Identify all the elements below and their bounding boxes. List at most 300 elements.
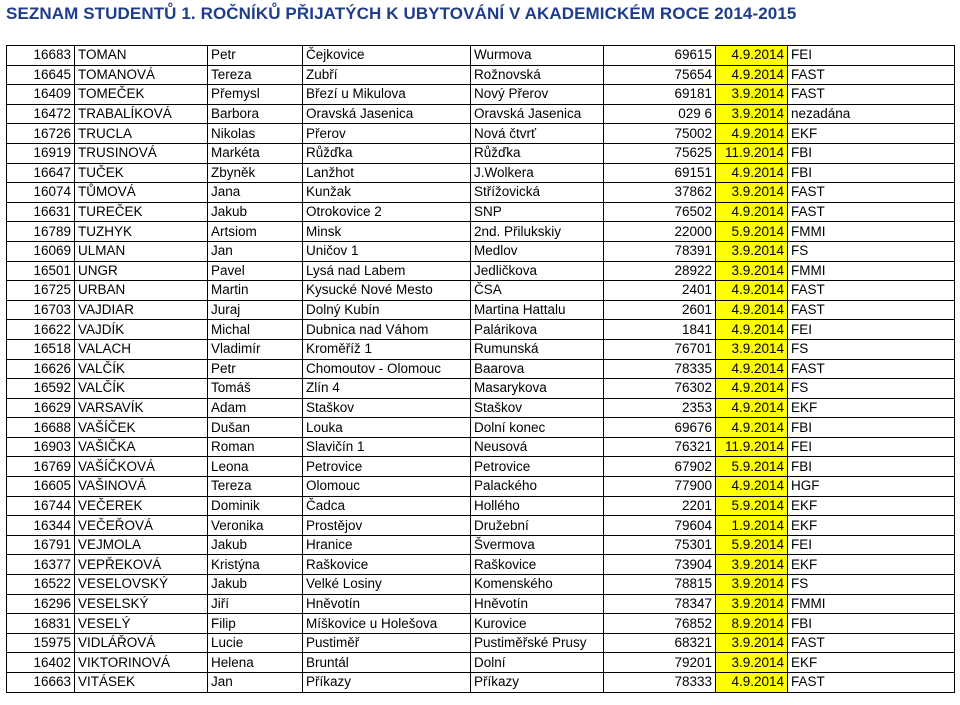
first-name-cell: Vladimír bbox=[208, 339, 303, 359]
first-name-cell: Michal bbox=[208, 320, 303, 340]
street-cell: Martina Hattalu bbox=[471, 300, 604, 320]
postal-code-cell: 28922 bbox=[604, 261, 716, 281]
date-cell: 4.9.2014 bbox=[716, 46, 788, 66]
student-id-cell: 16629 bbox=[7, 398, 75, 418]
street-cell: Růžďka bbox=[471, 143, 604, 163]
table-row bbox=[7, 65, 955, 85]
table-row bbox=[7, 594, 955, 614]
surname-cell: TUZHYK bbox=[75, 222, 208, 242]
date-cell: 4.9.2014 bbox=[716, 300, 788, 320]
street-cell: Pustiměřské Prusy bbox=[471, 633, 604, 653]
postal-code-cell: 77900 bbox=[604, 477, 716, 497]
city-cell: Lanžhot bbox=[303, 163, 471, 183]
table-row bbox=[7, 555, 955, 575]
postal-code-cell: 76302 bbox=[604, 379, 716, 399]
postal-code-cell: 69676 bbox=[604, 418, 716, 438]
surname-cell: TRUSINOVÁ bbox=[75, 143, 208, 163]
postal-code-cell: 76502 bbox=[604, 202, 716, 222]
student-id-cell: 16344 bbox=[7, 516, 75, 536]
first-name-cell: Martin bbox=[208, 281, 303, 301]
city-cell: Přerov bbox=[303, 124, 471, 144]
city-cell: Dubnica nad Váhom bbox=[303, 320, 471, 340]
table-row bbox=[7, 359, 955, 379]
city-cell: Otrokovice 2 bbox=[303, 202, 471, 222]
student-id-cell: 16296 bbox=[7, 594, 75, 614]
table-row bbox=[7, 496, 955, 516]
street-cell: Nová čtvrť bbox=[471, 124, 604, 144]
faculty-cell: FAST bbox=[788, 300, 955, 320]
table-row bbox=[7, 339, 955, 359]
first-name-cell: Markéta bbox=[208, 143, 303, 163]
student-id-cell: 16688 bbox=[7, 418, 75, 438]
first-name-cell: Petr bbox=[208, 359, 303, 379]
table-row bbox=[7, 124, 955, 144]
city-cell: Čadca bbox=[303, 496, 471, 516]
surname-cell: TŮMOVÁ bbox=[75, 183, 208, 203]
first-name-cell: Barbora bbox=[208, 104, 303, 124]
table-row bbox=[7, 457, 955, 477]
first-name-cell: Dominik bbox=[208, 496, 303, 516]
surname-cell: TUČEK bbox=[75, 163, 208, 183]
student-id-cell: 16626 bbox=[7, 359, 75, 379]
student-id-cell: 16377 bbox=[7, 555, 75, 575]
student-id-cell: 16592 bbox=[7, 379, 75, 399]
postal-code-cell: 78391 bbox=[604, 241, 716, 261]
postal-code-cell: 76701 bbox=[604, 339, 716, 359]
date-cell: 4.9.2014 bbox=[716, 359, 788, 379]
first-name-cell: Artsiom bbox=[208, 222, 303, 242]
postal-code-cell: 75301 bbox=[604, 535, 716, 555]
city-cell: Příkazy bbox=[303, 673, 471, 693]
street-cell: Dolní konec bbox=[471, 418, 604, 438]
street-cell: SNP bbox=[471, 202, 604, 222]
city-cell: Hranice bbox=[303, 535, 471, 555]
postal-code-cell: 1841 bbox=[604, 320, 716, 340]
faculty-cell: FAST bbox=[788, 359, 955, 379]
city-cell: Uničov 1 bbox=[303, 241, 471, 261]
student-id-cell: 16919 bbox=[7, 143, 75, 163]
street-cell: Palackého bbox=[471, 477, 604, 497]
student-id-cell: 16725 bbox=[7, 281, 75, 301]
date-cell: 3.9.2014 bbox=[716, 633, 788, 653]
table-row bbox=[7, 85, 955, 105]
street-cell: Masarykova bbox=[471, 379, 604, 399]
street-cell: Nový Přerov bbox=[471, 85, 604, 105]
first-name-cell: Jakub bbox=[208, 535, 303, 555]
table-row bbox=[7, 418, 955, 438]
date-cell: 5.9.2014 bbox=[716, 535, 788, 555]
first-name-cell: Lucie bbox=[208, 633, 303, 653]
student-id-cell: 16663 bbox=[7, 673, 75, 693]
first-name-cell: Zbyněk bbox=[208, 163, 303, 183]
street-cell: Jedličkova bbox=[471, 261, 604, 281]
faculty-cell: FBI bbox=[788, 457, 955, 477]
street-cell: Petrovice bbox=[471, 457, 604, 477]
first-name-cell: Tomáš bbox=[208, 379, 303, 399]
city-cell: Zubří bbox=[303, 65, 471, 85]
street-cell: Kurovice bbox=[471, 614, 604, 634]
first-name-cell: Kristýna bbox=[208, 555, 303, 575]
date-cell: 4.9.2014 bbox=[716, 124, 788, 144]
street-cell: Rumunská bbox=[471, 339, 604, 359]
street-cell: 2nd. Přilukskiy bbox=[471, 222, 604, 242]
faculty-cell: FBI bbox=[788, 614, 955, 634]
faculty-cell: FMMI bbox=[788, 222, 955, 242]
first-name-cell: Jiří bbox=[208, 594, 303, 614]
postal-code-cell: 67902 bbox=[604, 457, 716, 477]
date-cell: 4.9.2014 bbox=[716, 477, 788, 497]
surname-cell: VIDLÁŘOVÁ bbox=[75, 633, 208, 653]
date-cell: 8.9.2014 bbox=[716, 614, 788, 634]
surname-cell: VARSAVÍK bbox=[75, 398, 208, 418]
surname-cell: TUREČEK bbox=[75, 202, 208, 222]
city-cell: Kunžak bbox=[303, 183, 471, 203]
student-id-cell: 16631 bbox=[7, 202, 75, 222]
city-cell: Prostějov bbox=[303, 516, 471, 536]
first-name-cell: Jan bbox=[208, 241, 303, 261]
table-row bbox=[7, 241, 955, 261]
surname-cell: VAŠÍČEK bbox=[75, 418, 208, 438]
postal-code-cell: 68321 bbox=[604, 633, 716, 653]
postal-code-cell: 75654 bbox=[604, 65, 716, 85]
date-cell: 4.9.2014 bbox=[716, 281, 788, 301]
postal-code-cell: 78335 bbox=[604, 359, 716, 379]
street-cell: Oravská Jasenica bbox=[471, 104, 604, 124]
faculty-cell: FS bbox=[788, 339, 955, 359]
faculty-cell: EKF bbox=[788, 555, 955, 575]
street-cell: Medlov bbox=[471, 241, 604, 261]
city-cell: Slavičín 1 bbox=[303, 437, 471, 457]
city-cell: Louka bbox=[303, 418, 471, 438]
table-row bbox=[7, 437, 955, 457]
postal-code-cell: 029 6 bbox=[604, 104, 716, 124]
table-row bbox=[7, 614, 955, 634]
faculty-cell: FMMI bbox=[788, 594, 955, 614]
city-cell: Hněvotín bbox=[303, 594, 471, 614]
faculty-cell: FAST bbox=[788, 202, 955, 222]
date-cell: 1.9.2014 bbox=[716, 516, 788, 536]
faculty-cell: FBI bbox=[788, 163, 955, 183]
first-name-cell: Jakub bbox=[208, 202, 303, 222]
faculty-cell: EKF bbox=[788, 653, 955, 673]
student-id-cell: 16903 bbox=[7, 437, 75, 457]
first-name-cell: Roman bbox=[208, 437, 303, 457]
date-cell: 4.9.2014 bbox=[716, 163, 788, 183]
postal-code-cell: 73904 bbox=[604, 555, 716, 575]
faculty-cell: FEI bbox=[788, 46, 955, 66]
table-row bbox=[7, 633, 955, 653]
city-cell: Dolný Kubín bbox=[303, 300, 471, 320]
postal-code-cell: 79604 bbox=[604, 516, 716, 536]
first-name-cell: Dušan bbox=[208, 418, 303, 438]
surname-cell: VAJDÍK bbox=[75, 320, 208, 340]
postal-code-cell: 75625 bbox=[604, 143, 716, 163]
postal-code-cell: 2401 bbox=[604, 281, 716, 301]
first-name-cell: Nikolas bbox=[208, 124, 303, 144]
first-name-cell: Veronika bbox=[208, 516, 303, 536]
date-cell: 4.9.2014 bbox=[716, 320, 788, 340]
city-cell: Chomoutov - Olomouc bbox=[303, 359, 471, 379]
city-cell: Zlín 4 bbox=[303, 379, 471, 399]
city-cell: Březí u Mikulova bbox=[303, 85, 471, 105]
city-cell: Čejkovice bbox=[303, 46, 471, 66]
city-cell: Míškovice u Holešova bbox=[303, 614, 471, 634]
city-cell: Kysucké Nové Mesto bbox=[303, 281, 471, 301]
table-row bbox=[7, 379, 955, 399]
date-cell: 3.9.2014 bbox=[716, 653, 788, 673]
table-row bbox=[7, 653, 955, 673]
surname-cell: TRUCLA bbox=[75, 124, 208, 144]
table-row bbox=[7, 163, 955, 183]
table-row bbox=[7, 46, 955, 66]
student-id-cell: 16402 bbox=[7, 653, 75, 673]
table-row bbox=[7, 535, 955, 555]
date-cell: 3.9.2014 bbox=[716, 241, 788, 261]
postal-code-cell: 79201 bbox=[604, 653, 716, 673]
first-name-cell: Petr bbox=[208, 46, 303, 66]
date-cell: 11.9.2014 bbox=[716, 143, 788, 163]
surname-cell: VALACH bbox=[75, 339, 208, 359]
city-cell: Bruntál bbox=[303, 653, 471, 673]
table-row bbox=[7, 320, 955, 340]
surname-cell: VEJMOLA bbox=[75, 535, 208, 555]
street-cell: Hollého bbox=[471, 496, 604, 516]
date-cell: 3.9.2014 bbox=[716, 261, 788, 281]
table-row bbox=[7, 281, 955, 301]
surname-cell: VAJDIAR bbox=[75, 300, 208, 320]
postal-code-cell: 75002 bbox=[604, 124, 716, 144]
table-row bbox=[7, 183, 955, 203]
date-cell: 4.9.2014 bbox=[716, 65, 788, 85]
date-cell: 4.9.2014 bbox=[716, 379, 788, 399]
first-name-cell: Tereza bbox=[208, 477, 303, 497]
date-cell: 3.9.2014 bbox=[716, 339, 788, 359]
student-id-cell: 16622 bbox=[7, 320, 75, 340]
city-cell: Růžďka bbox=[303, 143, 471, 163]
faculty-cell: FAST bbox=[788, 183, 955, 203]
page-title: SEZNAM STUDENTŮ 1. ROČNÍKŮ PŘIJATÝCH K UBYTOVÁNÍ V AKADEMICKÉM ROCE 2014-2015 bbox=[6, 4, 797, 23]
surname-cell: VEČEREK bbox=[75, 496, 208, 516]
student-id-cell: 16791 bbox=[7, 535, 75, 555]
street-cell: Švermova bbox=[471, 535, 604, 555]
faculty-cell: FBI bbox=[788, 418, 955, 438]
street-cell: Raškovice bbox=[471, 555, 604, 575]
surname-cell: VEPŘEKOVÁ bbox=[75, 555, 208, 575]
date-cell: 11.9.2014 bbox=[716, 437, 788, 457]
date-cell: 3.9.2014 bbox=[716, 104, 788, 124]
surname-cell: TOMAN bbox=[75, 46, 208, 66]
student-id-cell: 16518 bbox=[7, 339, 75, 359]
postal-code-cell: 2601 bbox=[604, 300, 716, 320]
faculty-cell: FEI bbox=[788, 320, 955, 340]
faculty-cell: FAST bbox=[788, 633, 955, 653]
date-cell: 3.9.2014 bbox=[716, 575, 788, 595]
faculty-cell: nezadána bbox=[788, 104, 955, 124]
date-cell: 3.9.2014 bbox=[716, 183, 788, 203]
student-id-cell: 16409 bbox=[7, 85, 75, 105]
date-cell: 4.9.2014 bbox=[716, 398, 788, 418]
street-cell: J.Wolkera bbox=[471, 163, 604, 183]
first-name-cell: Tereza bbox=[208, 65, 303, 85]
student-id-cell: 16789 bbox=[7, 222, 75, 242]
first-name-cell: Juraj bbox=[208, 300, 303, 320]
table-row bbox=[7, 104, 955, 124]
postal-code-cell: 2353 bbox=[604, 398, 716, 418]
faculty-cell: EKF bbox=[788, 124, 955, 144]
faculty-cell: FAST bbox=[788, 673, 955, 693]
student-id-cell: 16726 bbox=[7, 124, 75, 144]
student-id-cell: 16069 bbox=[7, 241, 75, 261]
faculty-cell: FS bbox=[788, 241, 955, 261]
date-cell: 4.9.2014 bbox=[716, 202, 788, 222]
city-cell: Lysá nad Labem bbox=[303, 261, 471, 281]
faculty-cell: FAST bbox=[788, 281, 955, 301]
faculty-cell: FAST bbox=[788, 85, 955, 105]
student-id-cell: 16074 bbox=[7, 183, 75, 203]
table-row bbox=[7, 575, 955, 595]
postal-code-cell: 78333 bbox=[604, 673, 716, 693]
faculty-cell: FEI bbox=[788, 437, 955, 457]
table-row bbox=[7, 300, 955, 320]
date-cell: 4.9.2014 bbox=[716, 418, 788, 438]
street-cell: Palárikova bbox=[471, 320, 604, 340]
surname-cell: ULMAN bbox=[75, 241, 208, 261]
student-id-cell: 16645 bbox=[7, 65, 75, 85]
faculty-cell: EKF bbox=[788, 398, 955, 418]
postal-code-cell: 78815 bbox=[604, 575, 716, 595]
street-cell: ČSA bbox=[471, 281, 604, 301]
date-cell: 4.9.2014 bbox=[716, 673, 788, 693]
city-cell: Velké Losiny bbox=[303, 575, 471, 595]
postal-code-cell: 69615 bbox=[604, 46, 716, 66]
surname-cell: VITÁSEK bbox=[75, 673, 208, 693]
faculty-cell: EKF bbox=[788, 516, 955, 536]
postal-code-cell: 2201 bbox=[604, 496, 716, 516]
table-row bbox=[7, 222, 955, 242]
street-cell: Baarova bbox=[471, 359, 604, 379]
table-row bbox=[7, 398, 955, 418]
student-id-cell: 16831 bbox=[7, 614, 75, 634]
faculty-cell: FS bbox=[788, 575, 955, 595]
faculty-cell: FEI bbox=[788, 535, 955, 555]
surname-cell: URBAN bbox=[75, 281, 208, 301]
street-cell: Staškov bbox=[471, 398, 604, 418]
surname-cell: VAŠIČKA bbox=[75, 437, 208, 457]
surname-cell: TOMEČEK bbox=[75, 85, 208, 105]
student-id-cell: 15975 bbox=[7, 633, 75, 653]
postal-code-cell: 69181 bbox=[604, 85, 716, 105]
surname-cell: VESELÝ bbox=[75, 614, 208, 634]
table-row bbox=[7, 261, 955, 281]
postal-code-cell: 76852 bbox=[604, 614, 716, 634]
city-cell: Raškovice bbox=[303, 555, 471, 575]
first-name-cell: Přemysl bbox=[208, 85, 303, 105]
street-cell: Dolní bbox=[471, 653, 604, 673]
student-id-cell: 16769 bbox=[7, 457, 75, 477]
table-row bbox=[7, 673, 955, 693]
student-id-cell: 16703 bbox=[7, 300, 75, 320]
city-cell: Petrovice bbox=[303, 457, 471, 477]
city-cell: Oravská Jasenica bbox=[303, 104, 471, 124]
postal-code-cell: 37862 bbox=[604, 183, 716, 203]
street-cell: Rožnovská bbox=[471, 65, 604, 85]
postal-code-cell: 76321 bbox=[604, 437, 716, 457]
student-id-cell: 16472 bbox=[7, 104, 75, 124]
street-cell: Komenského bbox=[471, 575, 604, 595]
first-name-cell: Jan bbox=[208, 673, 303, 693]
table-row bbox=[7, 516, 955, 536]
street-cell: Střížovická bbox=[471, 183, 604, 203]
surname-cell: VESELSKÝ bbox=[75, 594, 208, 614]
student-id-cell: 16522 bbox=[7, 575, 75, 595]
surname-cell: VESELOVSKÝ bbox=[75, 575, 208, 595]
street-cell: Wurmova bbox=[471, 46, 604, 66]
date-cell: 5.9.2014 bbox=[716, 496, 788, 516]
postal-code-cell: 22000 bbox=[604, 222, 716, 242]
surname-cell: VALČÍK bbox=[75, 379, 208, 399]
city-cell: Pustiměř bbox=[303, 633, 471, 653]
faculty-cell: FAST bbox=[788, 65, 955, 85]
first-name-cell: Adam bbox=[208, 398, 303, 418]
students-table bbox=[6, 45, 955, 693]
date-cell: 3.9.2014 bbox=[716, 555, 788, 575]
surname-cell: TRABALÍKOVÁ bbox=[75, 104, 208, 124]
first-name-cell: Jakub bbox=[208, 575, 303, 595]
table-row bbox=[7, 202, 955, 222]
table-row bbox=[7, 477, 955, 497]
surname-cell: TOMANOVÁ bbox=[75, 65, 208, 85]
postal-code-cell: 78347 bbox=[604, 594, 716, 614]
faculty-cell: FS bbox=[788, 379, 955, 399]
city-cell: Kroměříž 1 bbox=[303, 339, 471, 359]
surname-cell: VALČÍK bbox=[75, 359, 208, 379]
first-name-cell: Filip bbox=[208, 614, 303, 634]
student-id-cell: 16605 bbox=[7, 477, 75, 497]
date-cell: 3.9.2014 bbox=[716, 594, 788, 614]
date-cell: 5.9.2014 bbox=[716, 222, 788, 242]
surname-cell: VIKTORINOVÁ bbox=[75, 653, 208, 673]
street-cell: Hněvotín bbox=[471, 594, 604, 614]
students-table-body bbox=[7, 46, 955, 693]
street-cell: Příkazy bbox=[471, 673, 604, 693]
student-id-cell: 16744 bbox=[7, 496, 75, 516]
surname-cell: VAŠINOVÁ bbox=[75, 477, 208, 497]
student-id-cell: 16501 bbox=[7, 261, 75, 281]
first-name-cell: Jana bbox=[208, 183, 303, 203]
first-name-cell: Leona bbox=[208, 457, 303, 477]
date-cell: 3.9.2014 bbox=[716, 85, 788, 105]
street-cell: Družební bbox=[471, 516, 604, 536]
city-cell: Minsk bbox=[303, 222, 471, 242]
first-name-cell: Pavel bbox=[208, 261, 303, 281]
surname-cell: UNGR bbox=[75, 261, 208, 281]
student-id-cell: 16647 bbox=[7, 163, 75, 183]
surname-cell: VAŠÍČKOVÁ bbox=[75, 457, 208, 477]
city-cell: Staškov bbox=[303, 398, 471, 418]
faculty-cell: HGF bbox=[788, 477, 955, 497]
student-id-cell: 16683 bbox=[7, 46, 75, 66]
postal-code-cell: 69151 bbox=[604, 163, 716, 183]
first-name-cell: Helena bbox=[208, 653, 303, 673]
faculty-cell: EKF bbox=[788, 496, 955, 516]
date-cell: 5.9.2014 bbox=[716, 457, 788, 477]
street-cell: Neusová bbox=[471, 437, 604, 457]
table-row bbox=[7, 143, 955, 163]
faculty-cell: FBI bbox=[788, 143, 955, 163]
surname-cell: VEČEŘOVÁ bbox=[75, 516, 208, 536]
faculty-cell: FMMI bbox=[788, 261, 955, 281]
city-cell: Olomouc bbox=[303, 477, 471, 497]
